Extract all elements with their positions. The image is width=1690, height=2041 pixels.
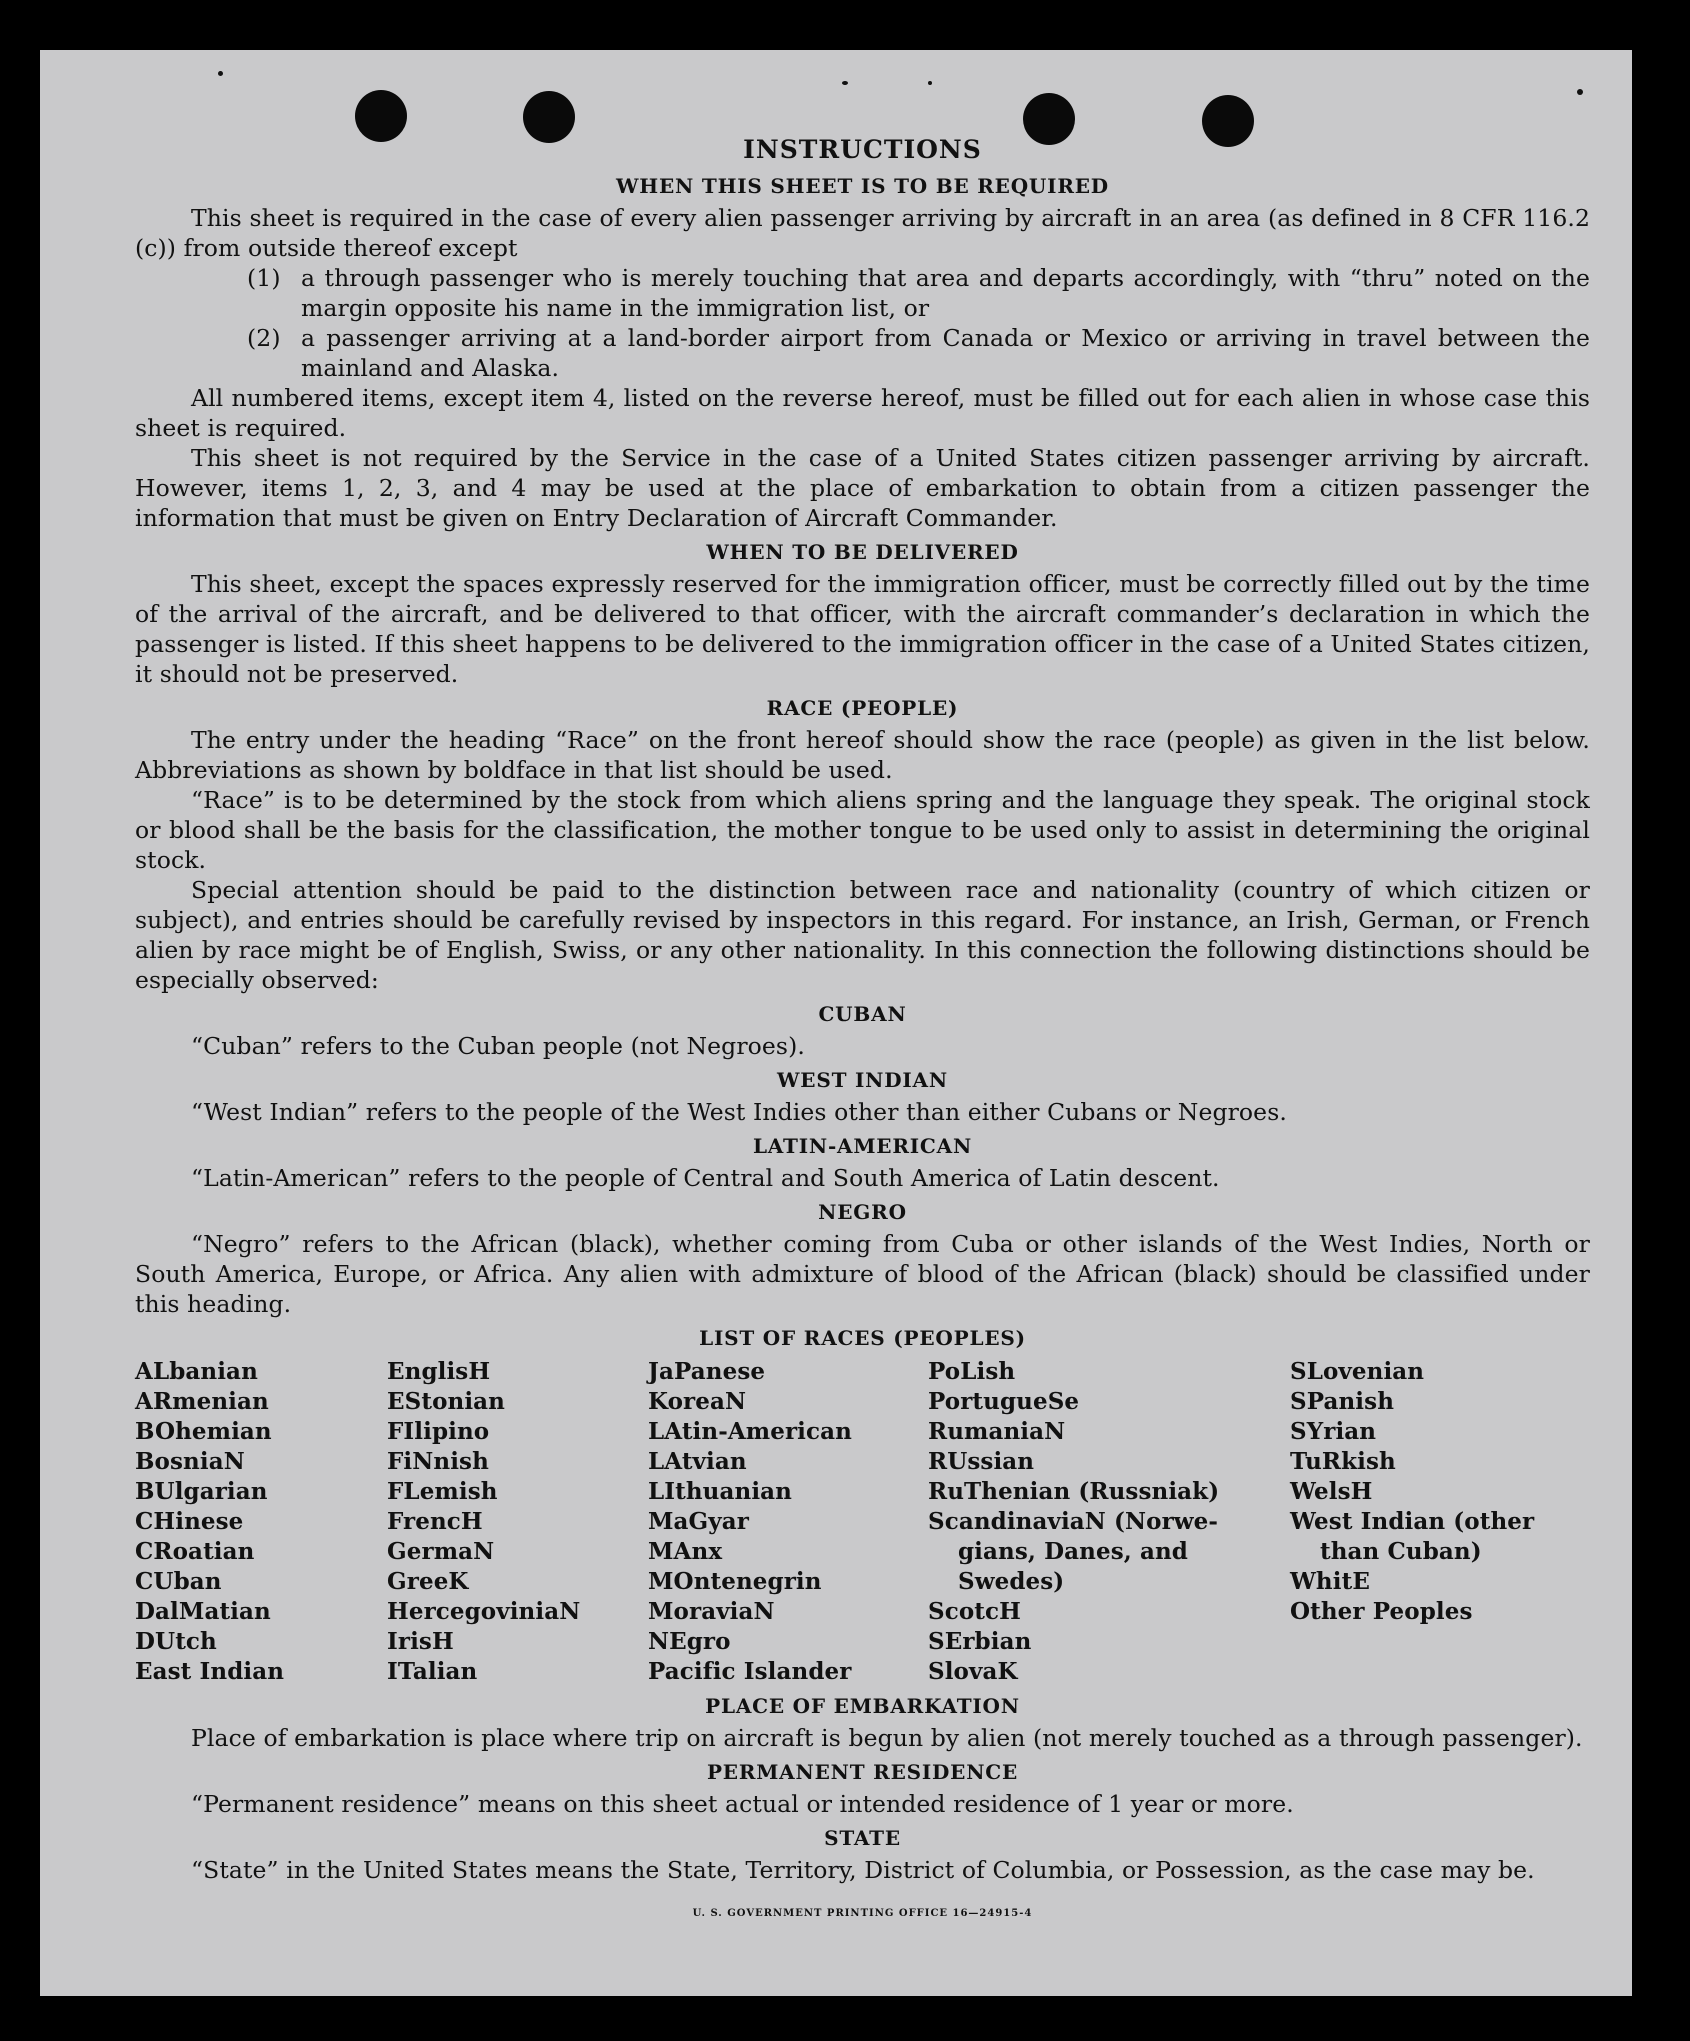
race-entry: IrisH: [387, 1628, 454, 1655]
page-title: INSTRUCTIONS: [743, 135, 982, 164]
race-entry: PortugueSe: [928, 1388, 1080, 1415]
instructions-text: [135, 125, 1590, 1929]
races-column: [648, 1357, 928, 1687]
race-entry: MOntenegrin: [648, 1568, 822, 1595]
race-entry: EnglisH: [387, 1358, 491, 1385]
paragraph: The entry under the heading “Race” on the front hereof should show the race (people) as given in the list below. Abbreviations as shown by boldface in that list should be used.: [135, 726, 1590, 784]
race-entry: CUban: [135, 1568, 222, 1595]
race-entry: RumaniaN: [928, 1418, 1066, 1445]
speck-mark: [218, 71, 223, 76]
race-entry: Other Peoples: [1290, 1598, 1473, 1625]
section-heading-list: LIST OF RACES (PEOPLES): [699, 1326, 1026, 1350]
item-text: a through passenger who is merely touching that area and departs accordingly, with “thru” noted on the margin opposite his name in the immigration list, or: [301, 264, 1590, 322]
race-entry: ITalian: [387, 1658, 478, 1685]
paragraph: Place of embarkation is place where trip on aircraft is begun by alien (not merely touched as a through passenger).: [191, 1724, 1583, 1752]
section-heading-state: STATE: [824, 1826, 901, 1850]
item-number: (1): [247, 264, 281, 292]
race-entry: LAtvian: [648, 1448, 747, 1475]
speck-mark: [1577, 89, 1583, 95]
race-entry: FLemish: [387, 1478, 498, 1505]
race-entry: CHinese: [135, 1508, 244, 1535]
race-entry: gians, Danes, and: [958, 1538, 1188, 1565]
race-entry: BOhemian: [135, 1418, 272, 1445]
race-entry: than Cuban): [1320, 1538, 1482, 1565]
race-entry: RUssian: [928, 1448, 1035, 1475]
race-entry: EStonian: [387, 1388, 505, 1415]
section-heading-cuban: CUBAN: [818, 1002, 907, 1026]
race-entry: Pacific Islander: [648, 1658, 852, 1685]
race-entry: MaGyar: [648, 1508, 749, 1535]
section-heading-residence: PERMANENT RESIDENCE: [706, 1760, 1019, 1784]
race-entry: SErbian: [928, 1628, 1032, 1655]
race-entry: SYrian: [1290, 1418, 1377, 1445]
race-entry: PoLish: [928, 1358, 1016, 1385]
paragraph: “State” in the United States means the State, Territory, District of Columbia, or Possession, as the case may be.: [191, 1856, 1535, 1884]
item-number: (2): [247, 324, 281, 352]
race-entry: WhitE: [1290, 1568, 1370, 1595]
race-entry: WelsH: [1290, 1478, 1373, 1505]
race-entry: BosniaN: [135, 1448, 245, 1475]
paragraph: “Permanent residence” means on this sheet actual or intended residence of 1 year or more.: [191, 1790, 1294, 1818]
race-entry: ScotcH: [928, 1598, 1021, 1625]
race-entry: LAtin-American: [648, 1418, 852, 1445]
section-heading-race: RACE (PEOPLE): [766, 696, 959, 720]
paragraph: All numbered items, except item 4, listed on the reverse hereof, must be filled out for each alien in whose case this sheet is required.: [135, 384, 1590, 442]
race-entry: JaPanese: [648, 1358, 766, 1385]
paragraph: “West Indian” refers to the people of the West Indies other than either Cubans or Negroes.: [191, 1098, 1287, 1126]
speck-mark: [928, 81, 932, 85]
paragraph: “Race” is to be determined by the stock from which aliens spring and the language they speak. The original stock or blood shall be the basis for the classification, the mother tongue to be used only to assist in determining the original stock.: [135, 786, 1590, 874]
paragraph: This sheet is not required by the Service in the case of a United States citizen passenger arriving by aircraft. However, items 1, 2, 3, and 4 may be used at the place of embarkation to obtain from a citizen passenger the information that must be given on Entry Declaration of Aircraft Commander.: [135, 444, 1590, 532]
printer-imprint: U. S. GOVERNMENT PRINTING OFFICE 16—24915-4: [692, 1908, 1033, 1919]
section-heading-embarkation: PLACE OF EMBARKATION: [705, 1694, 1020, 1718]
section-heading-negro: NEGRO: [818, 1200, 907, 1224]
paragraph: “Latin-American” refers to the people of Central and South America of Latin descent.: [191, 1164, 1220, 1192]
race-entry: FiNnish: [387, 1448, 489, 1475]
race-entry: SLovenian: [1290, 1358, 1425, 1385]
race-entry: ARmenian: [135, 1388, 269, 1415]
race-entry: SPanish: [1290, 1388, 1395, 1415]
list-item: [247, 263, 1590, 323]
race-entry: Swedes): [958, 1568, 1065, 1595]
race-entry: CRoatian: [135, 1538, 255, 1565]
race-entry: DUtch: [135, 1628, 217, 1655]
section-heading-required: WHEN THIS SHEET IS TO BE REQUIRED: [616, 174, 1109, 198]
race-entry: GreeK: [387, 1568, 469, 1595]
race-entry: MAnx: [648, 1538, 723, 1565]
race-entry: KoreaN: [648, 1388, 747, 1415]
race-entry: BUlgarian: [135, 1478, 268, 1505]
race-entry: HercegoviniaN: [387, 1598, 581, 1625]
race-entry: SlovaK: [928, 1658, 1018, 1685]
paragraph: This sheet is required in the case of every alien passenger arriving by aircraft in an area (as defined in 8 CFR 116.2 (c)) from outside thereof except: [135, 204, 1590, 262]
race-entry: FIlipino: [387, 1418, 490, 1445]
race-entry: ScandinaviaN (Norwe-: [928, 1508, 1219, 1535]
list-item: [247, 323, 1590, 383]
race-entry: RuThenian (Russniak): [928, 1478, 1220, 1505]
paragraph: “Cuban” refers to the Cuban people (not Negroes).: [191, 1032, 805, 1060]
race-entry: FrencH: [387, 1508, 483, 1535]
paragraph: Special attention should be paid to the distinction between race and nationality (country of which citizen or subject), and entries should be carefully revised by inspectors in this regard. For instance, an Irish, German, or French alien by race might be of English, Swiss, or any other nationality. In this connection the following distinctions should be especially observed:: [135, 876, 1590, 994]
section-heading-west-indian: WEST INDIAN: [777, 1068, 948, 1092]
races-column: [135, 1357, 387, 1687]
race-entry: GermaN: [387, 1538, 495, 1565]
section-heading-latin-american: LATIN-AMERICAN: [752, 1134, 973, 1158]
race-entry: ALbanian: [135, 1358, 258, 1385]
races-list: [135, 1357, 1590, 1687]
paragraph: “Negro” refers to the African (black), whether coming from Cuba or other islands of the West Indies, North or South America, Europe, or Africa. Any alien with admixture of blood of the African (black) should be classified under this heading.: [135, 1230, 1590, 1318]
race-entry: LIthuanian: [648, 1478, 792, 1505]
races-column: [928, 1357, 1290, 1687]
race-entry: West Indian (other: [1290, 1508, 1535, 1535]
section-heading-delivered: WHEN TO BE DELIVERED: [706, 540, 1019, 564]
race-entry: NEgro: [648, 1628, 731, 1655]
item-text: a passenger arriving at a land-border airport from Canada or Mexico or arriving in travel between the mainland and Alaska.: [301, 324, 1590, 382]
race-entry: East Indian: [135, 1658, 285, 1685]
race-entry: MoraviaN: [648, 1598, 775, 1625]
race-entry: TuRkish: [1290, 1448, 1396, 1475]
races-column: [387, 1357, 648, 1687]
race-entry: DalMatian: [135, 1598, 271, 1625]
document-sheet: [40, 50, 1632, 1996]
races-column: [1290, 1357, 1590, 1687]
speck-mark: [842, 81, 848, 85]
paragraph: This sheet, except the spaces expressly reserved for the immigration officer, must be correctly filled out by the time of the arrival of the aircraft, and be delivered to that officer, with the aircraft commander’s declaration in which the passenger is listed. If this sheet happens to be delivered to the immigration officer in the case of a United States citizen, it should not be preserved.: [135, 570, 1590, 688]
